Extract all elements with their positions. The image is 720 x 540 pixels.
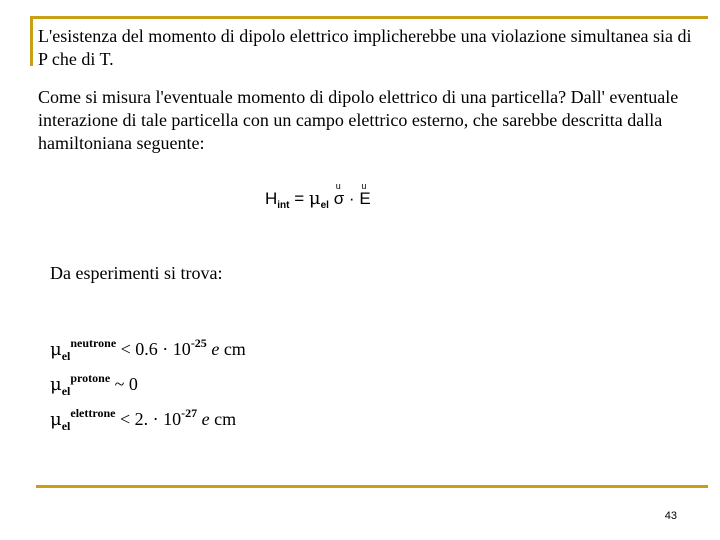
formula-mu-sub: el [320, 200, 329, 211]
result-electron [50, 402, 236, 437]
formula-h-sub: int [277, 200, 290, 211]
formula-e-vector [359, 181, 371, 209]
result-relation: ~ 0 [110, 374, 138, 394]
result-exponent: -27 [181, 406, 198, 420]
result-sub: el [61, 384, 71, 398]
formula-mu: μ [308, 188, 321, 209]
footer-rule [36, 485, 708, 488]
title-frame-left [30, 16, 33, 66]
intro-paragraph: Come si misura l'eventuale momento di dipolo elettrico di una particella? Dall' eventuale interazione di tale particella con un campo elettrico esterno, che sarebbe descritta dalla hamiltoniana seguente: [38, 87, 679, 153]
result-unit-e: e [201, 409, 210, 429]
result-particle: elettrone [70, 406, 116, 420]
result-exponent: -25 [190, 336, 207, 350]
result-sub: el [61, 349, 71, 363]
result-neutron [50, 332, 246, 367]
result-relation: < 2. · 10 [115, 409, 182, 429]
title-frame-top [30, 16, 708, 19]
result-proton [50, 367, 138, 402]
slide-title: L'esistenza del momento di dipolo elettrico implicherebbe una violazione simultanea sia di P che di T. [38, 26, 692, 69]
result-sub: el [61, 419, 71, 433]
result-unit: cm [219, 339, 246, 359]
formula-sigma-vector [333, 181, 345, 209]
page-number: 43 [664, 510, 677, 522]
result-mu-symbol: μ [50, 409, 62, 430]
hamiltonian-formula [265, 181, 371, 211]
e-vector-mark: u [361, 181, 367, 191]
formula-h: H [265, 189, 278, 208]
formula-sigma: σ [333, 189, 345, 208]
result-particle: protone [70, 371, 111, 385]
sigma-vector-mark: u [335, 181, 341, 191]
formula-dot: · [348, 189, 355, 208]
formula-e: E [359, 189, 371, 208]
result-unit: cm [209, 409, 237, 429]
experiments-intro: Da esperimenti si trova: [50, 263, 223, 283]
result-particle: neutrone [70, 336, 117, 350]
result-unit-e: e [211, 339, 220, 359]
formula-equals: = [294, 189, 305, 208]
result-mu-symbol: μ [50, 339, 62, 360]
result-mu-symbol: μ [50, 374, 62, 395]
result-relation: < 0.6 · 10 [116, 339, 191, 359]
